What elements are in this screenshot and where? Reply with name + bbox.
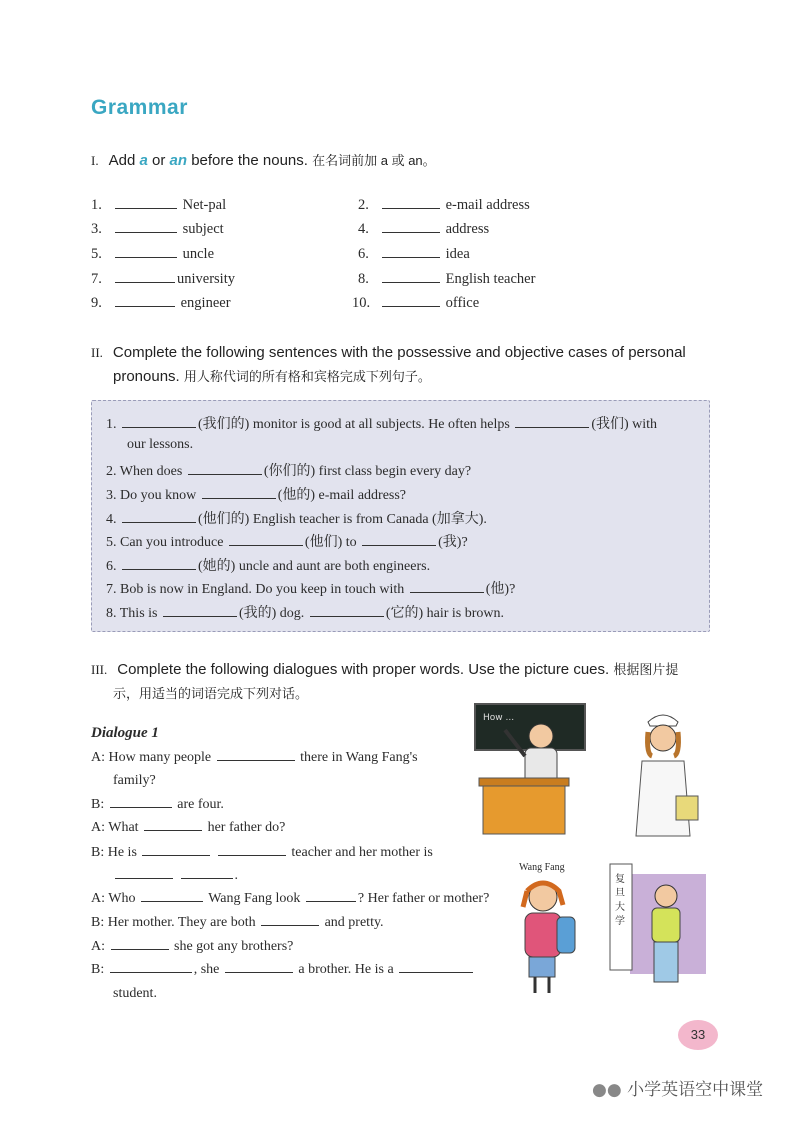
ex1-item: 4. address <box>358 221 490 237</box>
answer-blank[interactable] <box>306 900 356 902</box>
ex1-item: 1. Net-pal <box>91 197 227 213</box>
university-student-illustration <box>606 860 710 992</box>
dialogue-line: A: What her father do? <box>91 820 286 835</box>
ex2-item: 2. When does (你们的) first class begin every day? <box>106 464 472 479</box>
ex2-item: 6. (她的) uncle and aunt are both engineers. <box>106 559 431 574</box>
teacher-head <box>529 724 553 748</box>
answer-blank[interactable] <box>122 521 196 523</box>
girl-skirt <box>529 957 555 977</box>
roman-numeral: I. <box>91 153 99 168</box>
clipboard <box>676 796 698 820</box>
answer-blank[interactable] <box>399 971 473 973</box>
teacher-illustration <box>465 700 590 840</box>
boy-shirt <box>652 908 680 942</box>
backpack <box>557 917 575 953</box>
answer-blank[interactable] <box>410 591 484 593</box>
dialogue-line: A: How many people there in Wang Fang's <box>91 750 418 765</box>
girl-sweater <box>525 913 561 957</box>
ex1-item: 5. uncle <box>91 246 215 262</box>
dialogue-line: A: Who Wang Fang look ? Her father or mother? <box>91 891 490 906</box>
exercise-2-instruction: II. Complete the following sentences with the possessive and objective cases of personal pronouns. 用人称代词的所有格和宾格完成下列句子。 <box>91 344 686 385</box>
answer-blank[interactable] <box>382 305 440 307</box>
answer-blank[interactable] <box>111 948 169 950</box>
ex1-item: 3. subject <box>91 221 224 237</box>
answer-blank[interactable] <box>261 924 319 926</box>
answer-blank[interactable] <box>122 568 196 570</box>
ex2-item: 5. Can you introduce (他们) to (我)? <box>106 535 468 550</box>
answer-blank[interactable] <box>382 281 440 283</box>
answer-blank[interactable] <box>144 829 202 831</box>
nurse-cap <box>648 715 678 726</box>
answer-blank[interactable] <box>202 497 276 499</box>
dialogue-line: student. <box>113 986 157 1001</box>
answer-blank[interactable] <box>188 473 262 475</box>
roman-numeral: II. <box>91 345 103 360</box>
answer-blank[interactable] <box>382 231 440 233</box>
roman-numeral: III. <box>91 662 108 677</box>
answer-blank[interactable] <box>115 281 175 283</box>
answer-blank[interactable] <box>225 971 293 973</box>
exercise-1-instruction: I. Add a or an before the nouns. 在名词前加 a 或 an。 <box>91 152 436 169</box>
ex2-item: 1. (我们的) monitor is good at all subjects. He often helps (我们) with <box>106 417 658 432</box>
dialogue-line: A: she got any brothers? <box>91 939 294 954</box>
answer-blank[interactable] <box>515 426 589 428</box>
answer-blank[interactable] <box>310 615 384 617</box>
answer-blank[interactable] <box>141 900 203 902</box>
answer-blank[interactable] <box>217 759 295 761</box>
answer-blank[interactable] <box>163 615 237 617</box>
watermark: ●● 小学英语空中课堂 <box>592 1080 764 1100</box>
nurse-illustration <box>618 706 708 841</box>
dialogue-title: Dialogue 1 <box>91 725 159 741</box>
wang-fang-illustration <box>505 875 585 997</box>
answer-blank[interactable] <box>382 256 440 258</box>
ex1-item: 6. idea <box>358 246 470 262</box>
dialogue-line: family? <box>113 773 156 788</box>
ex2-item-cont: our lessons. <box>127 437 194 452</box>
desk-top <box>479 778 569 786</box>
boy-trousers <box>654 942 678 982</box>
boy-head <box>655 885 677 907</box>
chalkboard <box>475 704 585 750</box>
wang-fang-label: Wang Fang <box>519 862 565 873</box>
answer-blank[interactable] <box>115 256 177 258</box>
dialogue-line: B: Her mother. They are both and pretty. <box>91 915 384 930</box>
ex1-item: 10. office <box>352 295 480 311</box>
answer-blank[interactable] <box>142 854 210 856</box>
board-text: How ... <box>483 713 515 723</box>
answer-blank[interactable] <box>218 854 286 856</box>
ex2-item: 7. Bob is now in England. Do you keep in touch with (他)? <box>106 582 516 597</box>
ex1-item: 2. e-mail address <box>358 197 530 213</box>
ex1-item: 7. university <box>91 271 235 287</box>
page-number: 33 <box>678 1020 718 1050</box>
answer-blank[interactable] <box>362 544 436 546</box>
dialogue-line: . <box>113 868 238 884</box>
nurse-head <box>650 725 676 751</box>
dialogue-line: B: He is teacher and her mother is <box>91 845 433 860</box>
answer-blank[interactable] <box>115 877 173 879</box>
answer-blank[interactable] <box>110 806 172 808</box>
dialogue-line: B: , she a brother. He is a <box>91 962 475 978</box>
answer-blank[interactable] <box>115 207 177 209</box>
ex2-item: 8. This is (我的) dog. (它的) hair is brown. <box>106 606 505 621</box>
answer-blank[interactable] <box>229 544 303 546</box>
ex2-item: 4. (他们的) English teacher is from Canada (加拿大). <box>106 512 487 527</box>
answer-blank[interactable] <box>115 305 175 307</box>
answer-blank[interactable] <box>181 877 233 879</box>
exercise-3-instruction: III. Complete the following dialogues with proper words. Use the picture cues. 根据图片提 示，用适当的词语完成下列对话。 <box>91 661 679 701</box>
dialogue-line: B: are four. <box>91 797 224 812</box>
wechat-icon: ●● <box>592 1080 622 1100</box>
answer-blank[interactable] <box>110 971 192 973</box>
answer-blank[interactable] <box>122 426 196 428</box>
ex1-item: 8. English teacher <box>358 271 536 287</box>
ex1-item: 9. engineer <box>91 295 231 311</box>
ex2-item: 3. Do you know (他的) e-mail address? <box>106 488 407 503</box>
section-title: Grammar <box>91 96 188 119</box>
answer-blank[interactable] <box>382 207 440 209</box>
sign-text: 复旦大学 <box>615 874 625 927</box>
desk <box>483 782 565 834</box>
answer-blank[interactable] <box>115 231 177 233</box>
